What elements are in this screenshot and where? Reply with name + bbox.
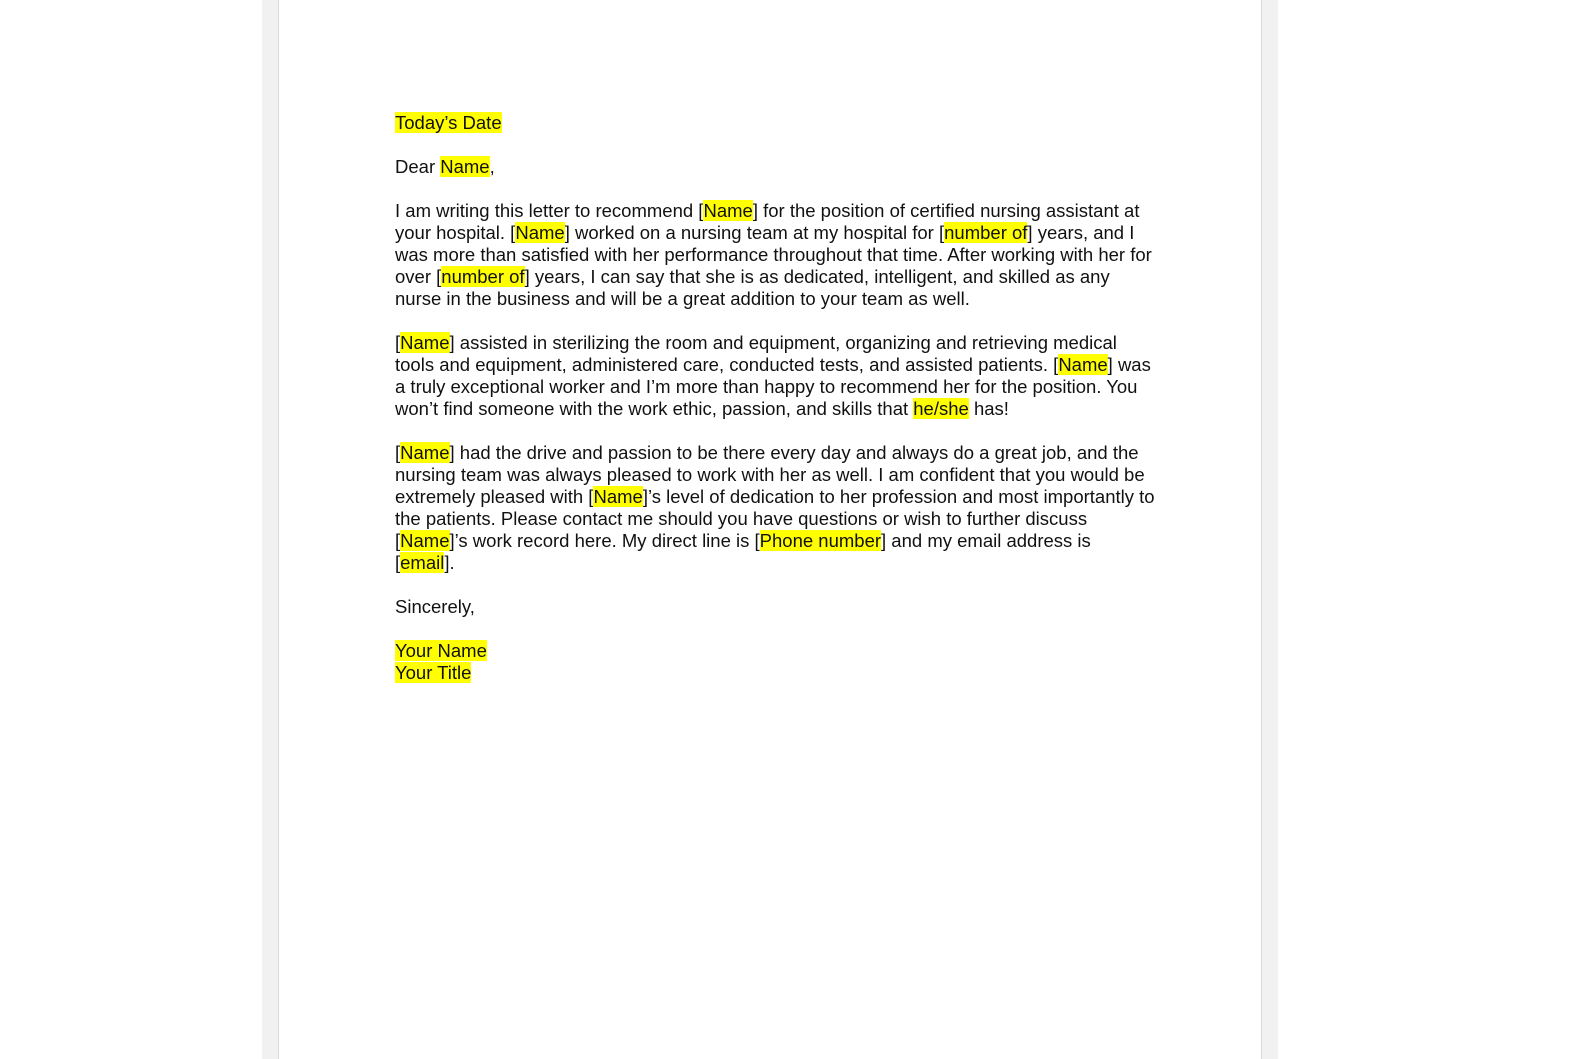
closing: Sincerely, (395, 596, 475, 617)
placeholder-field: Name (593, 486, 643, 507)
signature-block (395, 640, 1155, 684)
signature-title-placeholder: Your Title (395, 662, 472, 683)
letter-body (395, 112, 1155, 706)
text-run: ] for the position of certified nursing assistant at your hospital. [ (395, 200, 1140, 243)
placeholder-field: Name (703, 200, 753, 221)
document-page (278, 0, 1262, 1059)
salutation (395, 156, 1155, 178)
placeholder-field: Name (1058, 354, 1108, 375)
text-run: I am writing this letter to recommend [ (395, 200, 704, 221)
paragraph-1 (395, 200, 1155, 310)
paragraph-3 (395, 442, 1155, 574)
text-run: ] and my email address is [ (395, 530, 1091, 573)
placeholder-field: number of (441, 266, 525, 287)
text-run: [ (395, 332, 401, 353)
placeholder-field: Name (515, 222, 565, 243)
placeholder-field: number of (944, 222, 1028, 243)
text-run: ] was a truly exceptional worker and I’m more than happy to recommend her for the position. You won’t find someone with the work ethic, passion, and skills that (395, 354, 1151, 419)
salutation-name-placeholder: Name (440, 156, 490, 177)
placeholder-field: Name (400, 332, 450, 353)
placeholder-field: email (400, 552, 445, 573)
placeholder-field: Name (400, 442, 450, 463)
text-run: ] years, I can say that she is as dedicated, intelligent, and skilled as any nurse in the business and will be a great addition to your team as well. (395, 266, 1110, 309)
salutation-suffix: , (489, 156, 495, 177)
text-run: ] worked on a nursing team at my hospital for [ (564, 222, 945, 243)
text-run: ]’s level of dedication to her profession and most importantly to the patients. Please contact me should you have questions or wish to further discuss [ (395, 486, 1155, 551)
placeholder-field: Name (400, 530, 450, 551)
paragraph-2 (395, 332, 1155, 420)
text-run: [ (395, 442, 401, 463)
placeholder-field: he/she (913, 398, 969, 419)
signature-name-placeholder: Your Name (395, 640, 487, 661)
date-placeholder: Today’s Date (395, 112, 502, 133)
text-run: ]’s work record here. My direct line is [ (449, 530, 760, 551)
text-run: ] assisted in sterilizing the room and equipment, organizing and retrieving medical tools and equipment, administered care, conducted tests, and assisted patients. [ (395, 332, 1117, 375)
text-run: ] had the drive and passion to be there every day and always do a great job, and the nursing team was always pleased to work with her as well. I am confident that you would be extremely pleased with [ (395, 442, 1145, 507)
salutation-prefix: Dear (395, 156, 441, 177)
text-run: ]. (444, 552, 455, 573)
date-line (395, 112, 1155, 134)
text-run: has! (968, 398, 1009, 419)
placeholder-field: Phone number (759, 530, 882, 551)
text-run: ] years, and I was more than satisfied with her performance throughout that time. After working with her for over [ (395, 222, 1152, 287)
